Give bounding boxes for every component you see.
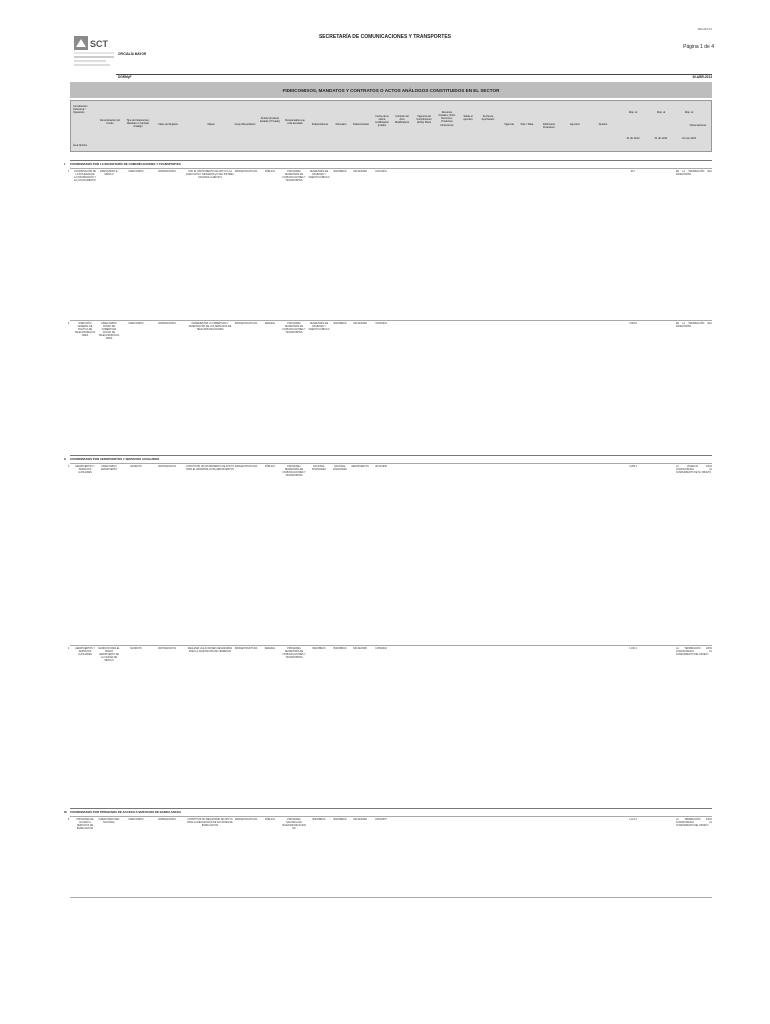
col-objeto: Objeto [207, 123, 215, 126]
cell-resp: PROGRAMA SECRETARÍA DE COMUNICACIONES Y TRANSPORTES [282, 171, 306, 183]
cell-fiduciario: BANOBRAS [333, 648, 347, 650]
cell-fideicomitente: NACIONAL FINANCIERA [312, 466, 326, 472]
col-disp-2011: Disp. al [656, 111, 666, 114]
cell-fideicomitente: BANOBRAS [312, 648, 326, 650]
cell-fideicomisario: SIN DEFINIR [353, 323, 367, 325]
cell-obs: LA TERMINACIÓN ESTA CONDICIONADA AL CUMPLIMIENTO DEL OBJETO [676, 648, 712, 657]
office-name: OFICIALÍA MAYOR [118, 52, 147, 56]
col-area: Constitución / Cobertura / Operación [73, 105, 89, 115]
cell-key: 20060911001501 [158, 171, 176, 173]
cell-name: FIDEICOMISO RED NACIONAL [98, 819, 120, 825]
col-disp-2012: Disp. al [628, 111, 638, 114]
page-number: Página 1 de 4 [683, 44, 714, 50]
cell-monto: 3,289.3 [629, 466, 637, 468]
col-ejercicio: Ejercicio [570, 123, 580, 126]
section-1 [64, 160, 712, 166]
cell-fiduciario: BANOBRAS [333, 323, 347, 325]
cell-ambito: FEDERAL [264, 648, 276, 650]
cell-ambito: PÚBLICO [264, 466, 276, 468]
col-fideicomisario: Fideicomisario [352, 123, 370, 126]
col-grupo: Grupo Beneficiario [234, 123, 256, 126]
cell-monto: 90.7 [630, 171, 636, 173]
table-header [70, 100, 712, 152]
cell-resp: PROGRAMA SECRETARÍA DE COMUNICACIONES Y TRANSPORTES [282, 648, 306, 660]
row-number: 4 [68, 648, 70, 650]
col-area-sub: Área Nombre [73, 144, 88, 147]
col-disp-2013-date: 31 mar 2013 [681, 137, 697, 140]
col-denominacion: Denominación del Fondo [99, 119, 120, 126]
cell-type: MANDATO [130, 648, 142, 650]
col-observaciones: Observaciones [689, 124, 707, 127]
col-fecha-mod: Fecha de la última modificación jurídica [375, 115, 389, 128]
cell-ambito: PÚBLICO [264, 819, 276, 821]
col-vigencia-cumpl: Vigencia del Cumplimiento (Años) Plazo [416, 115, 432, 125]
cell-area: COORDINACIÓN DE LA SOCIEDAD DE LA INFORMACIÓN Y EL CONOCIMIENTO [74, 171, 96, 183]
cell-fecha: 13/09/2002 [375, 648, 387, 650]
cell-resp: PROGRAMA SECRETARÍA DE COMUNICACIONES Y TRANSPORTES [282, 466, 306, 478]
cell-obs: LA VIGENCIA ESTA CONDICIONADA AL CUMPLIMIENTO DE SU OBJETO [676, 466, 712, 475]
table-row [70, 645, 712, 804]
col-plan: Plan / Meta [520, 123, 534, 126]
cell-grupo: INFRAESTRUCTURA [234, 466, 258, 468]
cell-fecha: 01/01/2001 [375, 171, 387, 173]
col-ambito: Ámbito (Federal, Estatal o Privado) [260, 117, 280, 124]
svg-text:SCT: SCT [90, 39, 108, 49]
cell-resp: PROGRAMA NACIONAL DE TELECOMUNICACIONES [282, 819, 306, 831]
cell-fiduciario: BANOBRAS [333, 819, 347, 821]
cell-grupo: INFRAESTRUCTURA [234, 648, 258, 650]
cell-key: 20050911001501 [158, 323, 176, 325]
col-vigencia: Vigencia [504, 123, 514, 126]
section-2-roman: II. [64, 457, 67, 461]
cell-fecha: 09/12/1996 [375, 466, 387, 468]
col-disp-2012-date: 31 dic 2012 [626, 137, 640, 140]
cell-fiduciario: BANOBRAS [333, 171, 347, 173]
col-clave: Clave de Registro [158, 123, 178, 126]
row-number: 2 [68, 323, 70, 325]
cell-resp: PROGRAMA SECRETARÍA DE COMUNICACIONES Y TRANSPORTES [282, 323, 306, 335]
sct-logo [74, 36, 114, 70]
col-recursos: Recursos Fiscales, Otros Recursos, Productos Financieros [438, 111, 456, 127]
col-disp-2011-date: 31 dic 2011 [654, 137, 668, 140]
cell-name: MANDATO PARA EL NUEVO AEROPUERTO DE LA CIUDAD DE MÉXICO [98, 648, 120, 663]
cell-obs: LA TERMINACIÓN ESTA CONDICIONADA AL CUMPLIMIENTO DEL OBJETO [676, 819, 712, 828]
cell-fideicomisario: AEROPUERTOS [351, 466, 369, 468]
header-divider [116, 74, 712, 75]
col-responsable: Responsable que está asociado [285, 119, 305, 126]
cell-fideicomitente: SECRETARÍA DE HACIENDA Y CRÉDITO PÚBLICO [308, 171, 330, 180]
col-saldo: Saldo al ejercicio [463, 115, 473, 122]
report-title-text: FIDEICOMISOS, MANDATOS Y CONTRATOS O ACTOS ANÁLOGOS CONSTITUIDOS EN EL SECTOR [282, 87, 500, 93]
row-number: 5 [68, 819, 70, 821]
cell-type: FIDEICOMISO [128, 171, 144, 173]
col-fideicomitente: Fideicomitente [311, 123, 329, 126]
ministry-title: SECRETARÍA DE COMUNICACIONES Y TRANSPORTES [318, 34, 452, 40]
cell-objeto: CONSTITUIR UN INSTRUMENTO DE APOYO PARA EL DESARROLLO DE AEROPUERTOS [186, 466, 234, 472]
cell-area: AEROPUERTOS Y SERVICIOS AUXILIARES [75, 466, 95, 475]
cell-name: FIDEICOMISO AEROPUERTO [101, 466, 117, 472]
table-row [70, 816, 712, 898]
cell-name: FIDEICOMISO FONDO DE COBERTURA SOCIAL DE TELECOMUNICACIONES [98, 323, 120, 341]
table-row [70, 320, 712, 449]
cell-type: MANDATO [130, 466, 142, 468]
cell-fecha: 18/04/2007 [375, 819, 387, 821]
cell-ambito: PÚBLICO [264, 171, 276, 173]
cell-monto: 1,113.3 [629, 819, 637, 821]
cell-ambito: FEDERAL [264, 323, 276, 325]
col-fiduciario: Fiduciario [335, 123, 347, 126]
cell-objeto: CON EL INSTRUMENTO DE APOYO A LA EJECUCIÓN Y DESARROLLO DEL SISTEMA NACIONAL E-MÉXICO [186, 171, 234, 180]
section-1-roman: I. [64, 162, 66, 166]
cell-name: FIDEICOMISO E-MÉXICO [99, 171, 119, 177]
cell-fideicomisario: SIN DEFINIR [353, 819, 367, 821]
section-1-title: COORDINADOS POR LA SECRETARÍA DE COMUNICACIONES Y TRANSPORTES [70, 162, 181, 166]
department: DGRMyF [118, 75, 132, 79]
cell-area: PROGRAMA DE ACCESO A SERVICIOS DE BANDA ANCHA [76, 819, 94, 831]
row-number: 3 [68, 466, 70, 468]
cell-monto: 3,864.8 [629, 323, 637, 325]
section-2-title: COORDINADOS POR AEROPUERTOS Y SERVICIOS AUXILIARES [70, 457, 160, 461]
section-3-roman: III. [64, 810, 68, 814]
cell-type: FIDEICOMISO [128, 819, 144, 821]
cell-objeto: INCREMENTAR LA COBERTURA Y PENETRACIÓN DE LOS SERVICIOS DE TELECOMUNICACIONES [188, 323, 232, 332]
cell-type: FIDEICOMISO [128, 323, 144, 325]
section-2 [64, 455, 712, 461]
cell-grupo: INFRAESTRUCTURA [234, 323, 258, 325]
col-patrimonio: Patrimonio Financiero [543, 123, 555, 130]
col-tipo: Tipo de Fideicomiso, Mandato o Contrato Análogo [126, 119, 150, 129]
cell-objeto: CONSTITUIR UN MECANISMO DE APOYO PARA LA REALIZACIÓN DE ACCIONES DE BANDA ANCHA [187, 819, 233, 828]
cell-key: 20070911001703 [158, 466, 176, 468]
col-destino: Destino [598, 123, 608, 126]
section-3 [64, 808, 712, 814]
cell-area: AEROPUERTOS Y SERVICIOS AUXILIARES [75, 648, 95, 657]
cell-obs: EN LA TERMINACIÓN DEL FIDEICOMISO [676, 171, 712, 177]
cell-fiduciario: NACIONAL FINANCIERA [333, 466, 347, 472]
col-fecha-aprob: Fecha de Aprobación [481, 115, 495, 122]
page-id: SEG/ID-01 [697, 27, 712, 31]
report-date: 30-ABR-2013 [692, 75, 712, 79]
cell-grupo: INFRAESTRUCTURA [234, 819, 258, 821]
row-number: 1 [68, 171, 70, 173]
table-row [70, 168, 712, 319]
cell-fideicomisario: SIN DEFINIR [353, 171, 367, 173]
cell-grupo: INFRAESTRUCTURA [234, 171, 258, 173]
table-row [70, 463, 712, 644]
cell-monto: 1,190.4 [629, 648, 637, 650]
cell-fideicomisario: SIN DEFINIR [353, 648, 367, 650]
cell-objeto: REALIZAR LAS ACCIONES NECESARIAS PARA LA ADQUISICIÓN DE TERRENOS [187, 648, 233, 654]
cell-area: DIRECCIÓN GENERAL DE POLÍTICA DE TELECOMUNICACIONES [74, 323, 96, 338]
report-title [70, 82, 712, 98]
cell-fideicomitente: BANOBRAS [312, 819, 326, 821]
cell-key: 20080911001501 [158, 819, 176, 821]
cell-fideicomitente: SECRETARÍA DE HACIENDA Y CRÉDITO PÚBLICO [308, 323, 330, 332]
col-contrato: Contrato del Acto Modificatorio [394, 115, 410, 125]
col-disp-2013: Disp. al [684, 111, 694, 114]
cell-key: 20070911001704 [158, 648, 176, 650]
cell-fecha: 31/03/2004 [375, 323, 387, 325]
section-3-title: COORDINADOS POR PROGRAMA DE ACCESO A SERVICIOS DE BANDA ANCHA [70, 810, 182, 814]
cell-obs: EN LA TERMINACIÓN DEL FIDEICOMISO [676, 323, 712, 329]
